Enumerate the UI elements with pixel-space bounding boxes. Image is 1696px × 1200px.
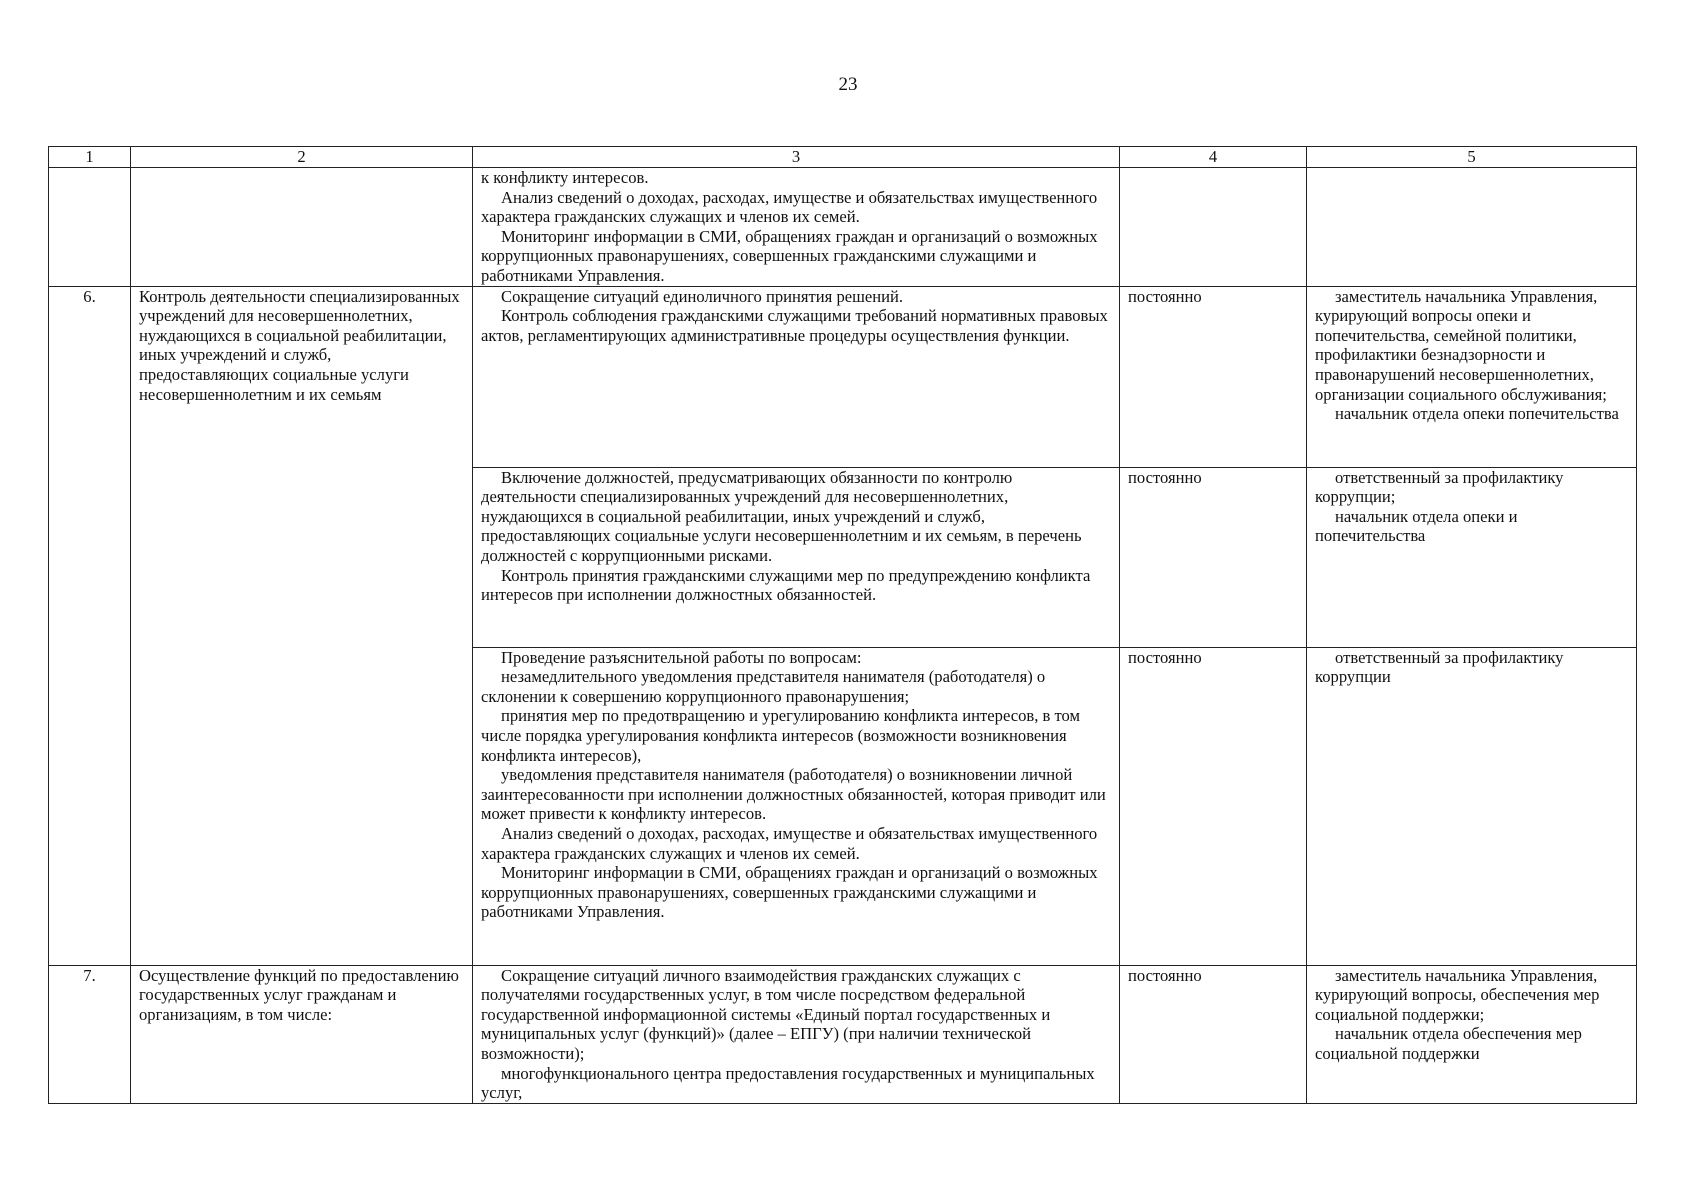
measures-table [48,146,1637,1104]
measure-text: Сокращение ситуаций личного взаимодействия гражданских служащих с получателями государственных услуг, в том числе посредством федеральной государственной информационной системы «Единый портал государственных и муниципальных услуг (функций)» (далее – ЕПГУ) (при наличии технической возможности); [481,965,1051,1063]
measures-cell [473,168,1120,287]
responsible-text: заместитель начальника Управления, курирующий вопросы, обеспечения мер социальной поддержки; [1315,965,1600,1024]
term-cell: постоянно [1120,286,1307,467]
table-row [49,168,1637,287]
measure-text: Контроль соблюдения гражданскими служащими требований нормативных правовых актов, регламентирующих административные процедуры осуществления функции. [481,306,1108,345]
responsible-cell [1307,647,1637,965]
measure-text: принятия мер по предотвращению и урегулированию конфликта интересов, в том числе порядка урегулирования конфликта интересов (возможности возникновения конфликта интересов), [481,706,1081,765]
function-cell: Осуществление функций по предоставлению государственных услуг гражданам и организациям, в том числе: [131,965,473,1103]
table-row [49,965,1637,1103]
term-cell [1120,168,1307,287]
responsible-cell [1307,168,1637,287]
measures-cell [473,965,1120,1103]
row-number-cell: 7. [49,965,131,1103]
header-cell: 5 [1307,147,1637,168]
measures-cell [473,647,1120,965]
responsible-text: начальник отдела опеки и попечительства [1315,506,1518,546]
responsible-text: ответственный за профилактику коррупции; [1315,467,1564,507]
measure-text: к конфликту интересов. [481,168,649,187]
responsible-cell [1307,286,1637,467]
measure-text: Анализ сведений о доходах, расходах, имуществе и обязательствах имущественного характера гражданских служащих и членов их семей. [481,823,1098,863]
responsible-text: начальник отдела опеки попечительства [1335,404,1619,424]
page-number: 23 [838,74,858,95]
responsible-text: заместитель начальника Управления, курирующий вопросы опеки и попечительства, семейной политики, профилактики безнадзорности и правонарушений несовершеннолетних, организации социального обслуживания; [1315,286,1607,404]
term-cell: постоянно [1120,467,1307,647]
responsible-cell [1307,467,1637,647]
responsible-cell [1307,965,1637,1103]
header-cell: 3 [473,147,1120,168]
measure-text: Мониторинг информации в СМИ, обращениях граждан и организаций о возможных коррупционных правонарушениях, совершенных гражданскими служащими и работниками Управления. [481,226,1098,285]
measures-cell [473,286,1120,467]
table-row [49,286,1637,467]
responsible-text: начальник отдела обеспечения мер социальной поддержки [1315,1024,1582,1063]
header-cell: 2 [131,147,473,168]
function-cell [131,168,473,287]
measure-text: Сокращение ситуаций единоличного принятия решений. [501,286,904,306]
header-cell: 1 [49,147,131,168]
term-cell: постоянно [1120,647,1307,965]
measure-text: уведомления представителя нанимателя (работодателя) о возникновении личной заинтересованности при исполнении должностных обязанностей, которая приводит или может привести к конфликту интересов. [481,765,1106,824]
measure-text: незамедлительного уведомления представителя нанимателя (работодателя) о склонении к совершению коррупционного правонарушения; [481,667,1046,706]
measure-text: Включение должностей, предусматривающих обязанности по контролю деятельности специализированных учреждений для несовершеннолетних, нуждающихся в социальной реабилитации, иных учреждений и служб, предоставляющих социальные услуги несовершеннолетним и их семьям, в перечень должностей с коррупционными рисками. [481,467,1082,565]
table-header-row [49,147,1637,168]
measure-text: многофункционального центра предоставления государственных и муниципальных услуг, [481,1063,1095,1103]
measure-text: Мониторинг информации в СМИ, обращениях граждан и организаций о возможных коррупционных правонарушениях, совершенных гражданскими служащими и работниками Управления. [481,863,1098,922]
measure-text: Контроль принятия гражданскими служащими мер по предупреждению конфликта интересов при исполнении должностных обязанностей. [481,565,1091,605]
responsible-text: ответственный за профилактику коррупции [1315,647,1564,687]
header-cell: 4 [1120,147,1307,168]
row-number-cell [49,168,131,287]
measure-text: Проведение разъяснительной работы по вопросам: [501,647,862,667]
function-cell: Контроль деятельности специализированных учреждений для несовершеннолетних, нуждающихся в социальной реабилитации, иных учреждений и служб, предоставляющих социальные услуги несовершеннолетним и их семьям [131,286,473,965]
row-number-cell: 6. [49,286,131,965]
measure-text: Анализ сведений о доходах, расходах, имуществе и обязательствах имущественного характера гражданских служащих и членов их семей. [481,187,1098,227]
term-cell: постоянно [1120,965,1307,1103]
measures-cell [473,467,1120,647]
